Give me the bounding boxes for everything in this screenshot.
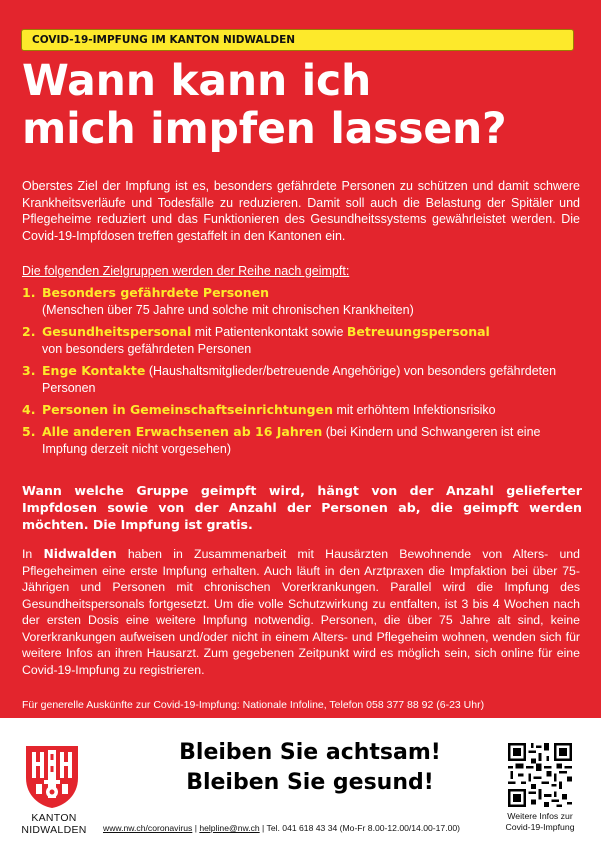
- title-line-2: mich impfen lassen?: [22, 105, 507, 154]
- canton-line-1: KANTON: [31, 812, 77, 824]
- qr-code-icon[interactable]: [508, 743, 572, 807]
- group-highlight: Enge Kontakte: [42, 363, 146, 378]
- group-text: (Haushaltsmitglieder/betreuende Angehörige) von besonders gefährdeten Personen: [42, 364, 557, 395]
- list-number: 3.: [22, 363, 36, 378]
- list-item: [22, 362, 582, 397]
- title-line-1: Wann kann ich: [22, 57, 372, 106]
- group-highlight: Personen in Gemeinschaftseinrichtungen: [42, 402, 333, 417]
- body-bold: Nidwalden: [43, 547, 117, 561]
- groups-heading: Die folgenden Zielgruppen werden der Reihe nach geimpft:: [22, 264, 350, 278]
- group-text: mit erhöhtem Infektionsrisiko: [332, 403, 496, 417]
- group-text: mit Patientenkontakt sowie: [191, 325, 347, 339]
- website-link[interactable]: www.nw.ch/coronavirus: [103, 823, 193, 833]
- infoline-text: Für generelle Auskünfte zur Covid-19-Impfung: Nationale Infoline, Telefon 058 377 88 92 (6-23 Uhr): [22, 699, 485, 711]
- nidwalden-coat-of-arms-icon: [24, 744, 80, 810]
- list-item: [22, 401, 582, 419]
- list-item: [22, 284, 582, 319]
- slogan: [140, 738, 480, 798]
- slogan-line-2: Bleiben Sie gesund!: [186, 770, 434, 795]
- list-number: 1.: [22, 285, 36, 300]
- group-highlight: Gesundheitspersonal: [42, 324, 192, 339]
- phone-text: 041 618 43 34 (Mo-Fr 8.00-12.00/14.00-17.00): [282, 823, 461, 833]
- qr-caption-line-1: Weitere Infos zur: [507, 811, 573, 821]
- canton-line-2: NIDWALDEN: [21, 824, 87, 836]
- header-banner: COVID-19-IMPFUNG IM KANTON NIDWALDEN: [21, 29, 574, 51]
- group-detail: von besonders gefährdeten Personen: [42, 342, 252, 356]
- canton-name: [14, 812, 94, 836]
- list-item: [22, 323, 582, 358]
- target-groups-list: [22, 284, 582, 462]
- intro-paragraph: Oberstes Ziel der Impfung ist es, besonders gefährdete Personen zu schützen und damit schwere Krankheitsverläufe und Todesfälle zu reduzieren. Damit soll auch die Belastung der Spitäler und Pflegeheime reduziert und das Funktionieren des Gesundheitssystems gewährleistet werden. Die Covid-19-Impfdosen treffen gestaffelt in den Kantonen ein.: [22, 179, 580, 243]
- nidwalden-paragraph: [22, 546, 580, 678]
- group-highlight: Alle anderen Erwachsenen ab 16 Jahren: [42, 424, 323, 439]
- group-highlight: Besonders gefährdete Personen: [42, 285, 270, 300]
- footer-separator: | Tel.: [259, 823, 283, 833]
- body-text: haben in Zusammenarbeit mit Hausärzten Bewohnende von Alters- und Pflegeheimen eine erste Impfung erhalten. Auch läuft in den Arztpraxen die Impfaktion bei über 75-Jährigen und Personen mit chronischen Vorerkrankungen. Parallel wird die Impfung des Gesundheitspersonals fortgesetzt. Um die volle Schutzwirkung zu entfalten, ist 3 bis 4 Wochen nach der ersten Dosis eine weitere Impfung notwendig. Personen, die über 75 Jahre alt sind, keine Vorerkrankungen aufweisen und/oder nicht in einem Alters- und Pflegeheim wohnen, wenden sich für weitere Infos an ihren Hausarzt. Zum gegebenen Zeitpunkt wird es möglich sein, sich online für eine Covid-19-Impfung zu registrieren.: [22, 547, 580, 677]
- group-highlight-2: Betreuungspersonal: [346, 324, 490, 339]
- group-text: (bei Kindern und Schwangeren ist eine Impfung derzeit nicht vorgesehen): [42, 425, 541, 456]
- list-item: [22, 423, 582, 458]
- footer-separator: |: [192, 823, 200, 833]
- slogan-line-1: Bleiben Sie achtsam!: [179, 740, 441, 765]
- list-number: 5.: [22, 424, 36, 439]
- group-detail: (Menschen über 75 Jahre und solche mit chronischen Krankheiten): [42, 303, 414, 317]
- callout-paragraph: Wann welche Gruppe geimpft wird, hängt von der Anzahl gelieferter Impfdosen sowie von der Anzahl der Personen ab, die geimpft werden möchten. Die Impfung ist gratis.: [22, 483, 582, 532]
- body-prefix: In: [22, 547, 44, 561]
- qr-caption: [498, 811, 582, 833]
- email-link[interactable]: helpline@nw.ch: [199, 823, 260, 833]
- list-number: 2.: [22, 324, 36, 339]
- page-title: [22, 58, 582, 154]
- qr-caption-line-2: Covid-19-Impfung: [505, 822, 575, 832]
- footer-contact: [103, 823, 460, 833]
- list-number: 4.: [22, 402, 36, 417]
